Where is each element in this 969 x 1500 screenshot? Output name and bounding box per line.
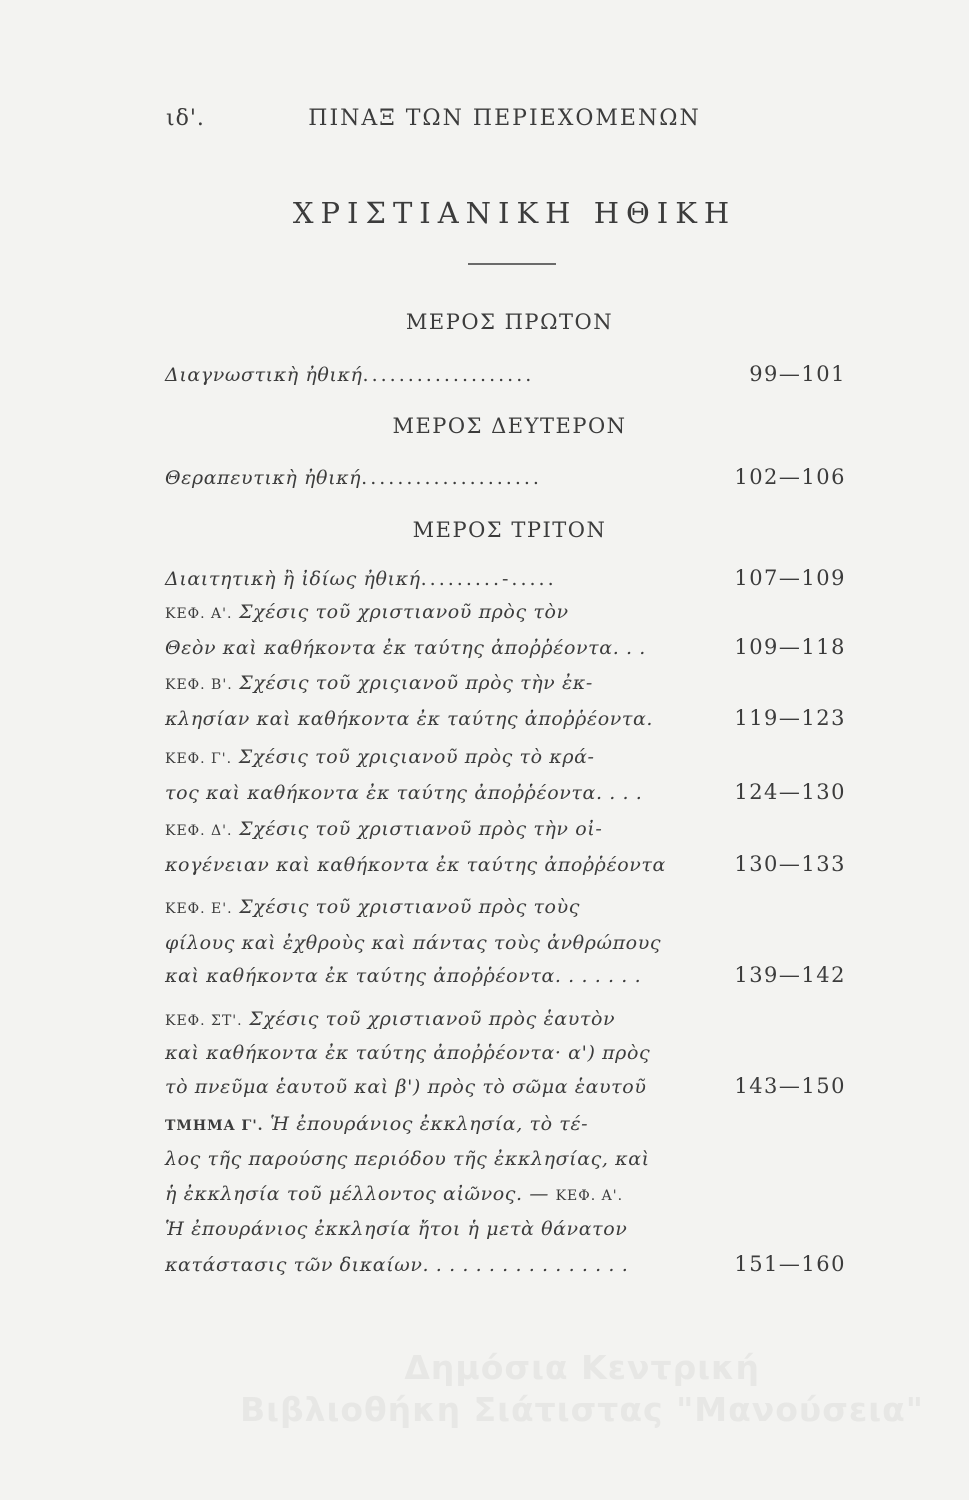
chapter-line: καὶ καθήκοντα ἐκ ταύτης ἀποῤῥέοντα. . . . . . . <box>165 965 642 987</box>
toc-entry-text: Διαιτητικὴ ἢ ἰδίως ἠθική.........-..... <box>165 568 557 590</box>
chapter-label: ΚΕΦ. Α'. <box>165 606 233 622</box>
chapter-label: ΚΕΦ. Α'. <box>555 1188 624 1204</box>
chapter-line: ΚΕΦ. Ε'. Σχέσις τοῦ χριστιανοῦ πρὸς τοὺς <box>165 896 580 918</box>
library-watermark-line2: Βιβλιοθήκη Σιάτιστας "Μανούσεια" <box>239 1390 924 1429</box>
chapter-label: ΚΕΦ. Β'. <box>165 677 233 693</box>
chapter-pages: 109—118 <box>734 635 846 659</box>
toc-entry-pages: 99—101 <box>749 362 846 386</box>
chapter-pages: 143—150 <box>734 1074 846 1098</box>
chapter-line: ἡ ἐκκλησία τοῦ μέλλοντος αἰῶνος. — ΚΕΦ. Α'. <box>165 1183 624 1205</box>
chapter-line: λος τῆς παρούσης περιόδου τῆς ἐκκλησίας, καὶ <box>165 1148 650 1170</box>
chapter-line: καὶ καθήκοντα ἐκ ταύτης ἀποῤῥέοντα· α') πρὸς <box>165 1042 651 1064</box>
chapter-line: Ἡ ἐπουράνιος ἐκκλησία ἤτοι ἡ μετὰ θάνατον <box>165 1218 628 1240</box>
chapter-label: ΚΕΦ. ΣΤ'. <box>165 1013 243 1029</box>
chapter-line: Θεὸν καὶ καθήκοντα ἐκ ταύτης ἀποῤῥέοντα. . . <box>165 637 646 659</box>
chapter-line: ΚΕΦ. Α'. Σχέσις τοῦ χριστιανοῦ πρὸς τὸν <box>165 601 569 623</box>
chapter-label: ΚΕΦ. Ε'. <box>165 901 233 917</box>
chapter-line: τὸ πνεῦμα ἑαυτοῦ καὶ β') πρὸς τὸ σῶμα ἑαυτοῦ <box>165 1076 647 1098</box>
part-title-first: ΜΕΡΟΣ ΠΡΩΤΟΝ <box>405 310 614 334</box>
toc-entry-pages: 107—109 <box>734 566 846 590</box>
chapter-line: ΚΕΦ. Β'. Σχέσις τοῦ χριςιανοῦ πρὸς τὴν ἐκ- <box>165 672 593 694</box>
book-title: ΧΡΙΣΤΙΑΝΙΚΗ ΗΘΙΚΗ <box>292 196 737 230</box>
chapter-pages: 119—123 <box>734 706 846 730</box>
chapter-pages: 151—160 <box>734 1252 846 1276</box>
part-title-second: ΜΕΡΟΣ ΔΕΥΤΕΡΟΝ <box>392 414 627 438</box>
part-title-third: ΜΕΡΟΣ ΤΡΙΤΟΝ <box>412 518 607 542</box>
chapter-line: κατάστασις τῶν δικαίων. . . . . . . . . . . . . . . . <box>165 1254 629 1276</box>
library-watermark-line1: Δημόσια Κεντρική <box>404 1348 760 1387</box>
chapter-line: ΤΜΗΜΑ Γ'. Ἡ ἐπουράνιος ἐκκλησία, τὸ τέ- <box>165 1113 589 1135</box>
toc-entry-text: Θεραπευτικὴ ἠθική.................... <box>165 467 542 489</box>
chapter-line: τος καὶ καθήκοντα ἐκ ταύτης ἀποῤῥέοντα. . . . <box>165 782 643 804</box>
chapter-line: ΚΕΦ. Δ'. Σχέσις τοῦ χριστιανοῦ πρὸς τὴν οἰ- <box>165 818 603 840</box>
chapter-pages: 130—133 <box>734 852 846 876</box>
chapter-line: κλησίαν καὶ καθήκοντα ἐκ ταύτης ἀποῤῥέοντα. <box>165 708 654 730</box>
chapter-line: φίλους καὶ ἐχθροὺς καὶ πάντας τοὺς ἀνθρώπους <box>165 932 662 954</box>
title-divider <box>468 263 556 265</box>
chapter-line: ΚΕΦ. ΣΤ'. Σχέσις τοῦ χριστιανοῦ πρὸς ἑαυτὸν <box>165 1008 616 1030</box>
chapter-pages: 124—130 <box>734 780 846 804</box>
section-label: ΤΜΗΜΑ Γ'. <box>165 1118 264 1134</box>
toc-entry-text: Διαγνωστικὴ ἠθική................... <box>165 364 535 386</box>
chapter-line: ΚΕΦ. Γ'. Σχέσις τοῦ χριςιανοῦ πρὸς τὸ κρά- <box>165 746 595 768</box>
chapter-pages: 139—142 <box>734 963 846 987</box>
page-number: ιδ'. <box>166 106 205 131</box>
chapter-line: κογένειαν καὶ καθήκοντα ἐκ ταύτης ἀποῤῥέοντα <box>165 854 666 876</box>
running-title: ΠΙΝΑΞ ΤΩΝ ΠΕΡΙΕΧΟΜΕΝΩΝ <box>308 106 701 131</box>
chapter-label: ΚΕΦ. Δ'. <box>165 823 233 839</box>
toc-entry-pages: 102—106 <box>734 465 846 489</box>
chapter-label: ΚΕΦ. Γ'. <box>165 751 233 767</box>
